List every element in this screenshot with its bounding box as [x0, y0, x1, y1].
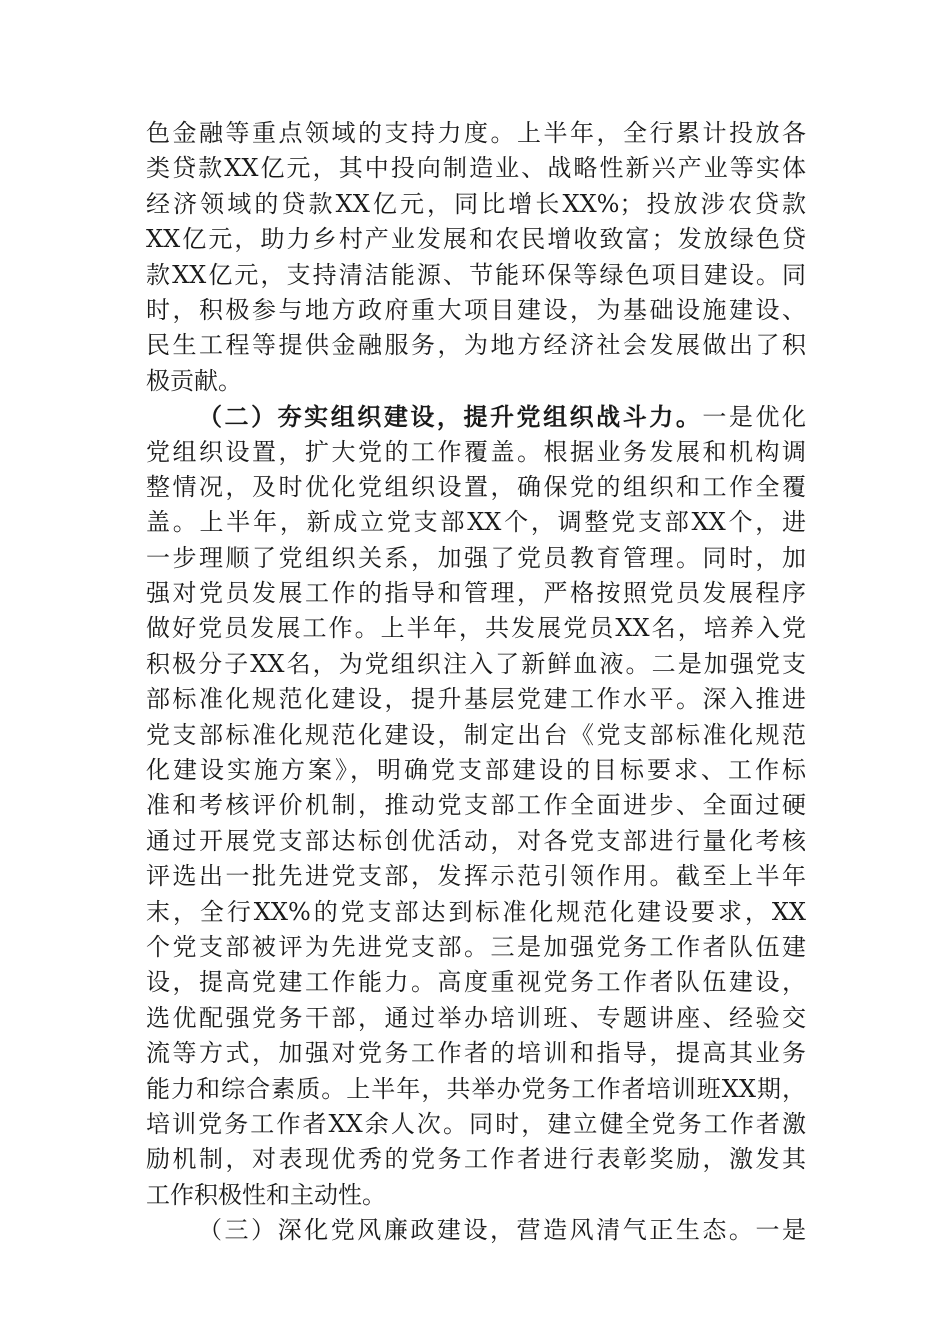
text-line: 能力和综合素质。上半年，共举办党务工作者培训班XX期，: [146, 1074, 806, 1103]
text-line: 部标准化规范化建设，提升基层党建工作水平。深入推进: [146, 685, 806, 714]
text-run: 一是: [755, 1216, 806, 1245]
text-line: 经济领域的贷款XX亿元，同比增长XX%；投放涉农贷款: [146, 189, 806, 218]
text-line: 个党支部被评为先进党支部。三是加强党务工作者队伍建: [146, 932, 806, 961]
text-line: 时，积极参与地方政府重大项目建设，为基础设施建设、: [146, 295, 806, 324]
text-line: 励机制，对表现优秀的党务工作者进行表彰奖励，激发其: [146, 1145, 806, 1174]
text-run: 一是优化: [702, 403, 807, 432]
text-line: 民生工程等提供金融服务，为地方经济社会发展做出了积: [146, 331, 806, 360]
text-line: 设，提高党建工作能力。高度重视党务工作者队伍建设，: [146, 968, 806, 997]
text-line: 做好党员发展工作。上半年，共发展党员XX名，培养入党: [146, 614, 806, 643]
text-line: 工作积极性和主动性。: [146, 1180, 386, 1209]
paragraph: [146, 399, 806, 1213]
text-line: XX亿元，助力乡村产业发展和农民增收致富；发放绿色贷: [146, 225, 806, 254]
text-line: 类贷款XX亿元，其中投向制造业、战略性新兴产业等实体: [146, 154, 806, 183]
document-body: [146, 116, 806, 1249]
text-line: 一步理顺了党组织关系，加强了党员教育管理。同时，加: [146, 543, 806, 572]
text-line: 盖。上半年，新成立党支部XX个，调整党支部XX个，进: [146, 508, 806, 537]
section-heading: （二）夯实组织建设，提升党组织战斗力。: [198, 402, 703, 432]
text-line: 党支部标准化规范化建设，制定出台《党支部标准化规范: [146, 720, 806, 749]
text-line: 末，全行XX%的党支部达到标准化规范化建设要求，XX: [146, 897, 806, 926]
text-line: 积极分子XX名，为党组织注入了新鲜血液。二是加强党支: [146, 649, 806, 678]
text-line: 选优配强党务干部，通过举办培训班、专题讲座、经验交: [146, 1003, 806, 1032]
text-line: 准和考核评价机制，推动党支部工作全面进步、全面过硬: [146, 791, 806, 820]
text-line: 强对党员发展工作的指导和管理，严格按照党员发展程序: [146, 579, 806, 608]
text-line: 通过开展党支部达标创优活动，对各党支部进行量化考核: [146, 826, 806, 855]
text-line: 色金融等重点领域的支持力度。上半年，全行累计投放各: [146, 119, 806, 147]
paragraph-first-line: [146, 1213, 806, 1248]
text-line: 极贡献。: [146, 366, 242, 395]
text-line: 款XX亿元，支持清洁能源、节能环保等绿色项目建设。同: [146, 260, 806, 289]
paragraph: [146, 116, 806, 399]
text-line: 党组织设置，扩大党的工作覆盖。根据业务发展和机构调: [146, 437, 806, 466]
text-line: 流等方式，加强对党务工作者的培训和指导，提高其业务: [146, 1039, 806, 1068]
paragraph-first-line: [146, 399, 806, 434]
text-line: 化建设实施方案》，明确党支部建设的目标要求、工作标: [146, 756, 806, 785]
section-heading: （三）深化党风廉政建设，营造风清气正生态。: [198, 1216, 756, 1245]
text-line: 培训党务工作者XX余人次。同时，建立健全党务工作者激: [146, 1109, 806, 1138]
text-line: 评选出一批先进党支部，发挥示范引领作用。截至上半年: [146, 862, 806, 891]
paragraph: [146, 1213, 806, 1248]
text-line: 整情况，及时优化党组织设置，确保党的组织和工作全覆: [146, 472, 806, 501]
